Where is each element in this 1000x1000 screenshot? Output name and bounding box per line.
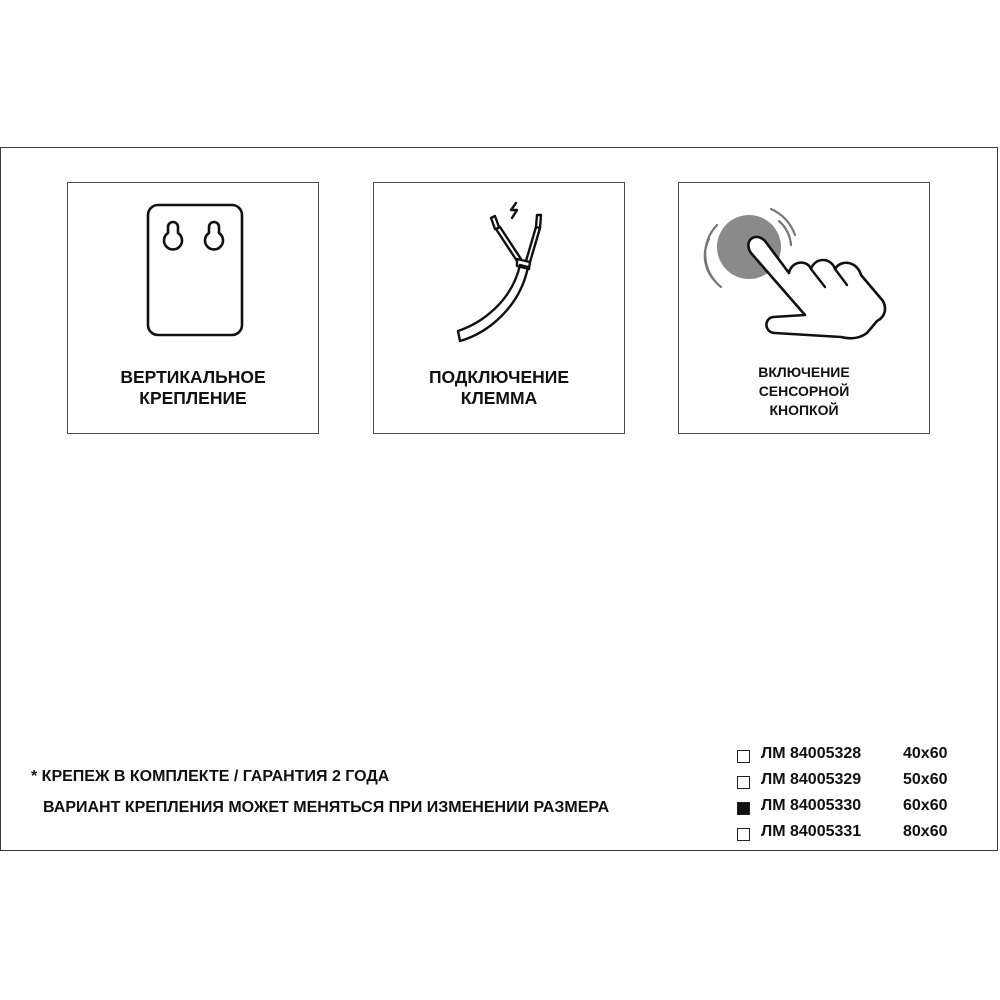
model-code: ЛМ 84005330 [761, 797, 862, 814]
checkbox [737, 776, 750, 789]
model-row [737, 771, 977, 797]
model-list [737, 745, 977, 849]
note-mount-variant: ВАРИАНТ КРЕПЛЕНИЯ МОЖЕТ МЕНЯТЬСЯ ПРИ ИЗМЕНЕНИИ РАЗМЕРА [43, 799, 610, 816]
card-label-line: КНОПКОЙ [769, 402, 839, 418]
card-label [374, 367, 624, 409]
feature-card-terminal [373, 182, 625, 434]
card-label-line: КРЕПЛЕНИЕ [139, 388, 247, 408]
card-label [68, 367, 318, 409]
model-size: 40x60 [903, 745, 948, 762]
card-label [679, 363, 929, 420]
model-size: 50x60 [903, 771, 948, 788]
model-code: ЛМ 84005328 [761, 745, 862, 762]
checkbox [737, 750, 750, 763]
checkbox-checked [737, 802, 750, 815]
product-sheet [0, 147, 998, 851]
model-row [737, 797, 977, 823]
model-code: ЛМ 84005331 [761, 823, 862, 840]
model-row [737, 823, 977, 849]
model-size: 60x60 [903, 797, 948, 814]
feature-card-touch [678, 182, 930, 434]
model-size: 80x60 [903, 823, 948, 840]
card-label-line: ПОДКЛЮЧЕНИЕ [428, 367, 570, 387]
checkbox [737, 828, 750, 841]
feature-card-vertical-mount [67, 182, 319, 434]
card-label-line: КЛЕММА [460, 388, 538, 408]
card-label-line: СЕНСОРНОЙ [758, 383, 850, 399]
model-code: ЛМ 84005329 [761, 771, 862, 788]
card-label-line: ВКЛЮЧЕНИЕ [758, 364, 850, 380]
note-warranty: * КРЕПЕЖ В КОМПЛЕКТЕ / ГАРАНТИЯ 2 ГОДА [31, 768, 390, 785]
model-row [737, 745, 977, 771]
card-label-line: ВЕРТИКАЛЬНОЕ [120, 367, 266, 387]
